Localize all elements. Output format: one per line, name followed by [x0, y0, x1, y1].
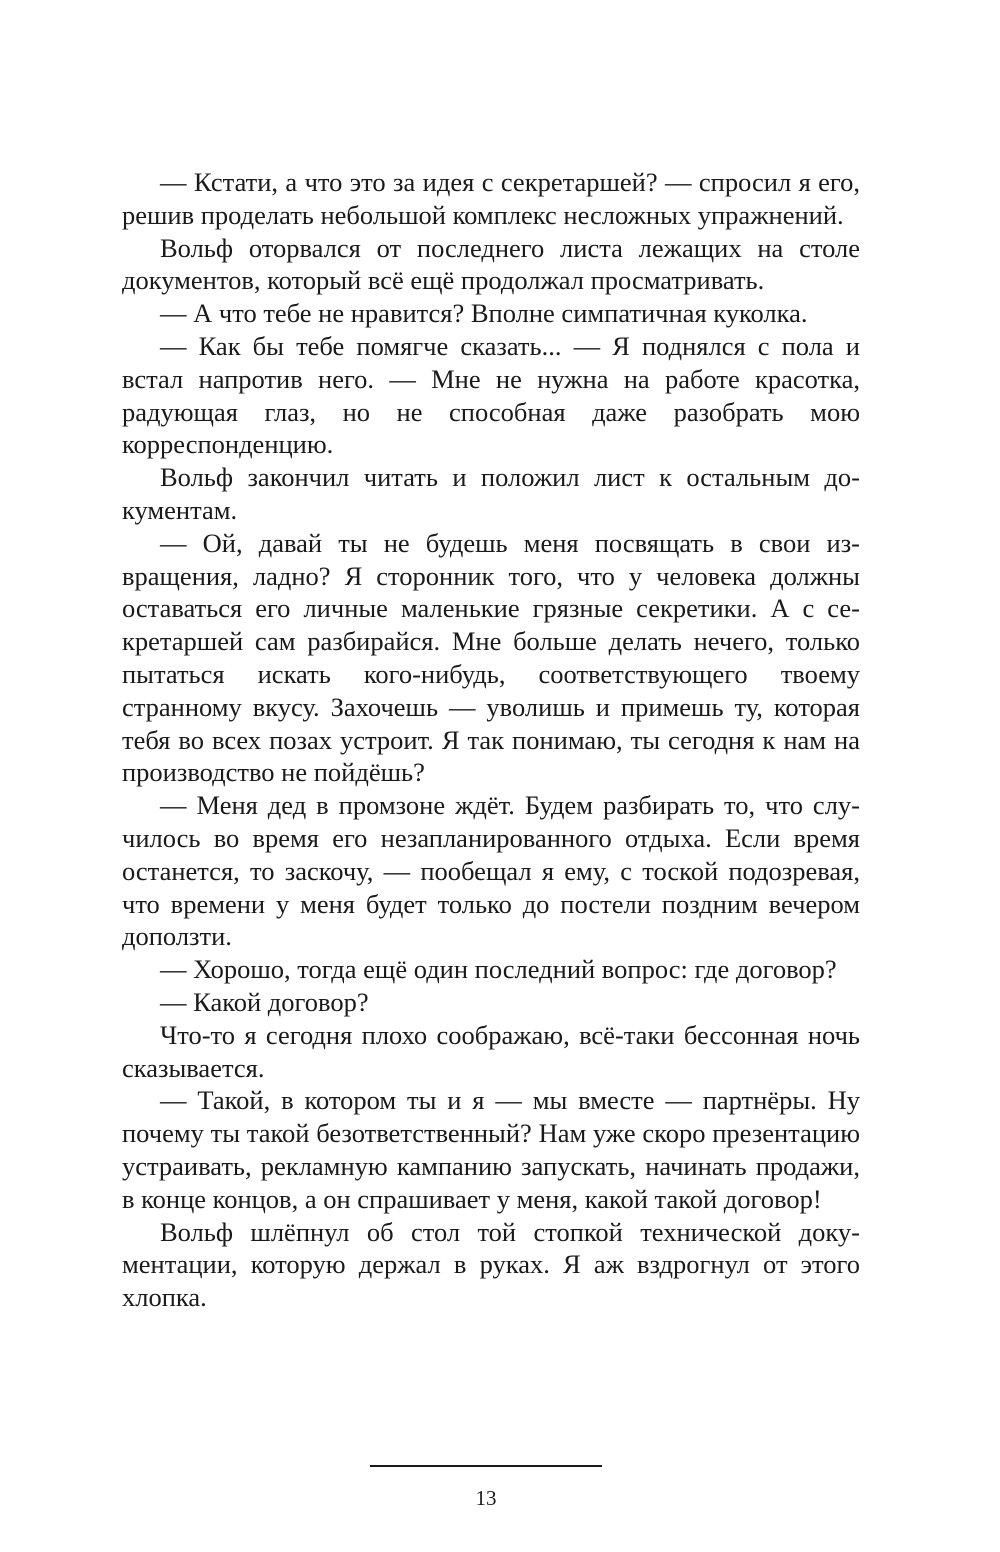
page-number: 13 — [475, 1486, 497, 1510]
paragraph: Что-то я сегодня плохо соображаю, всё-таки бессонная ночь сказывается. — [122, 1019, 860, 1083]
paragraph: — Хорошо, тогда ещё один последний вопрос: где договор? — [160, 954, 837, 985]
paragraph: — Какой договор? — [160, 986, 369, 1017]
paragraph: — Как бы тебе помягче сказать... — Я поднялся с пола и встал напротив него. — Мне не нужна на работе красотка, радующая глаз, но не способная даже разобрать мою корреспонденцию. — [122, 330, 860, 460]
paragraph: — Такой, в котором ты и я — мы вместе — партнёры. Ну почему ты такой безответственный? Нам уже скоро презентацию устраивать, рекламную кампанию запускать, начинать продажи, в конце концов, а он спрашивает у меня, какой такой договор! — [122, 1085, 860, 1214]
paragraph: Вольф закончил читать и положил лист к остальным документам. — [122, 462, 860, 525]
paragraph: Вольф шлёпнул об стол той стопкой технической документации, которую держал в руках. Я аж вздрогнул от этого хлопка. — [122, 1216, 860, 1313]
body-text — [122, 166, 860, 1314]
paragraph: — Меня дед в промзоне ждёт. Будем разбирать то, что случилось во время его незапланированного отдыха. Если время останется, то заскочу, — пообещал я ему, с тоской подозревая, что времени у меня будет только до постели поздним вечером доползти. — [122, 790, 860, 952]
paragraph: — Ой, давай ты не будешь меня посвящать в свои извращения, ладно? Я сторонник того, что у человека должны оставаться его личные маленькие грязные секретики. А с секретаршей сам разбирайся. Мне больше делать нечего, только пытаться искать кого-нибудь, соответствующего твоему странному вкусу. Захочешь — уволишь и примешь ту, которая тебя во всех позах устроит. Я так понимаю, ты сегодня к нам на производство не пойдёшь? — [122, 527, 860, 788]
paragraph: Вольф оторвался от последнего листа лежащих на столе документов, который всё ещё продолжал просматривать. — [122, 232, 860, 296]
paragraph: — А что тебе не нравится? Вполне симпатичная куколка. — [160, 298, 808, 329]
footer-rule — [370, 1465, 602, 1467]
paragraph: — Кстати, а что это за идея с секретаршей? — спросил я его, решив проделать небольшой комплекс несложных упражнений. — [122, 167, 860, 230]
